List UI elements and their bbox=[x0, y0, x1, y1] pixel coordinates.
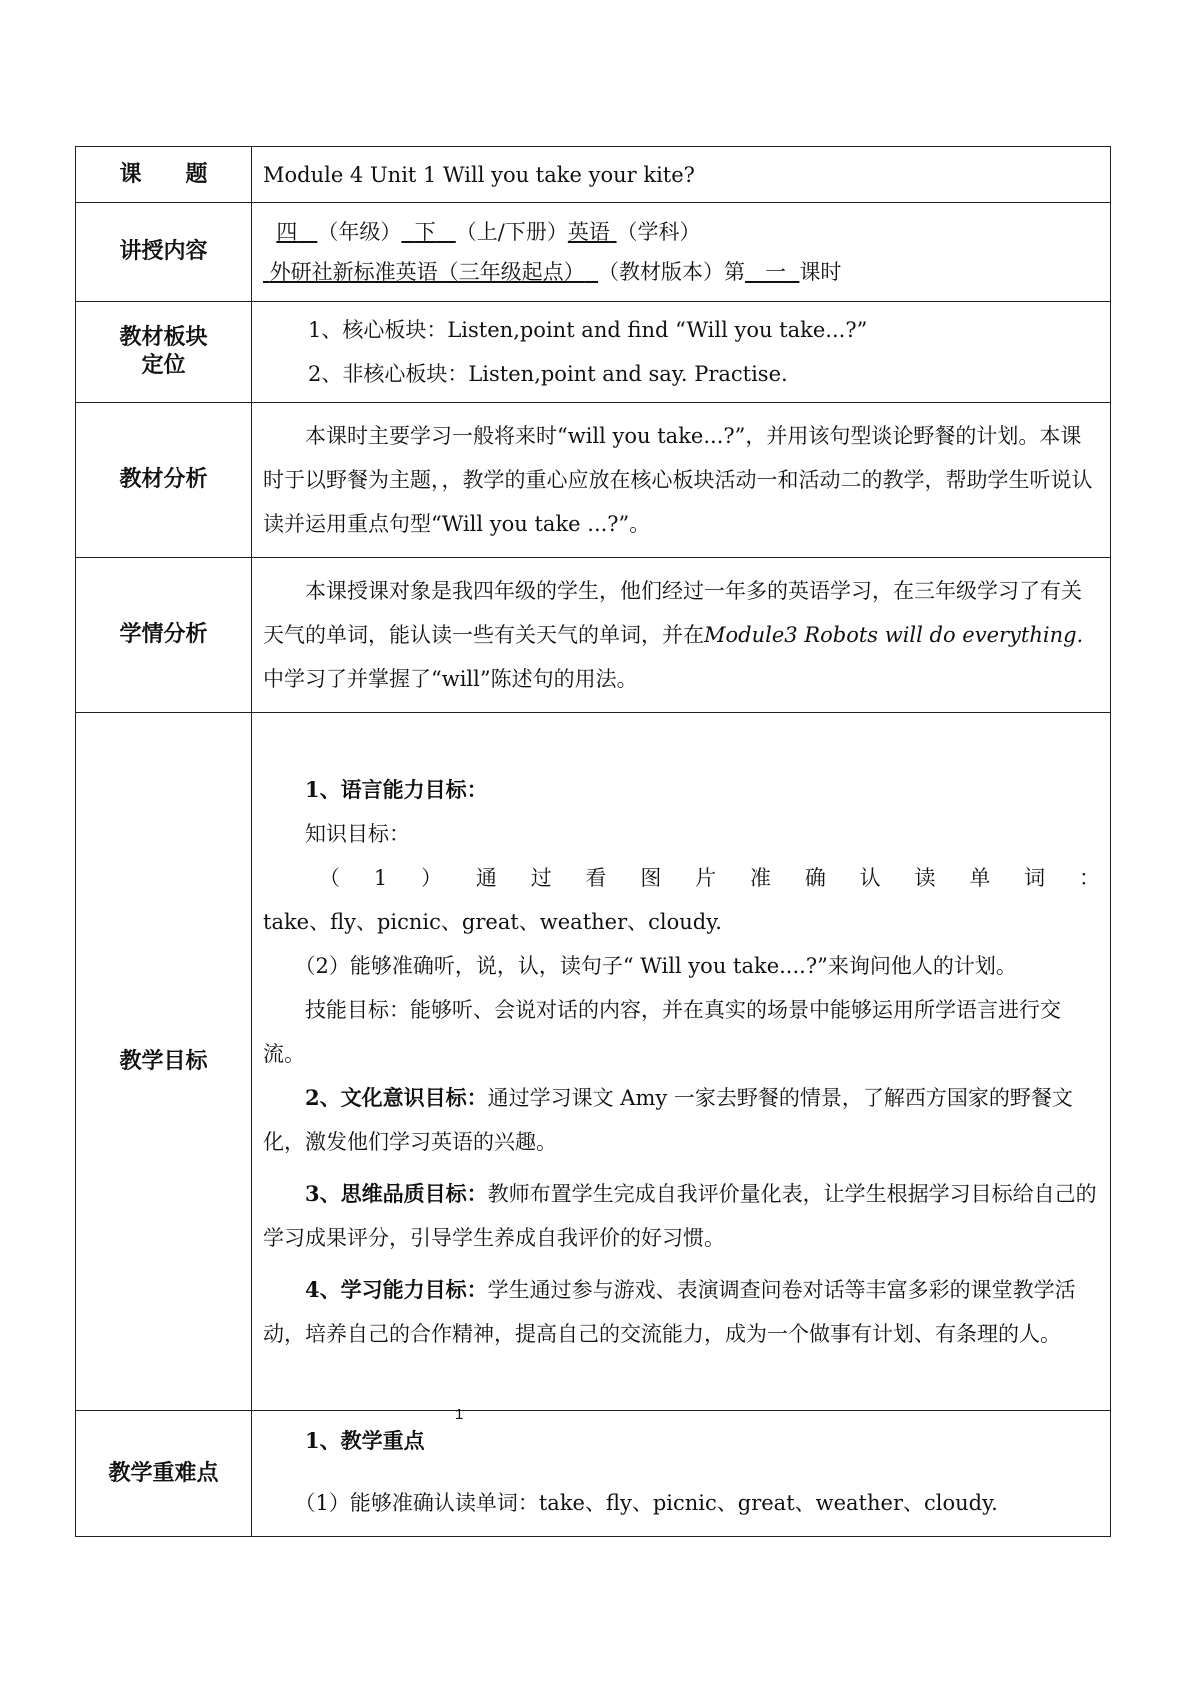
objective-2-heading: 2、文化意识目标： bbox=[305, 1084, 488, 1110]
content-label: 讲授内容 bbox=[76, 203, 252, 302]
objective-3-text: 教师布置学生完成自我评价量化表，让学生根据学习目标给自己的学习成果评分，引导学生养成自我评价的好习惯。 bbox=[263, 1181, 1097, 1250]
knowledge-item-1-line: （ 1 ） 通 过 看 图 片 准 确 认 读 单 词 ： bbox=[319, 865, 1100, 890]
topic-value: Module 4 Unit 1 Will you take your kite? bbox=[252, 147, 1111, 203]
position-label-line-1: 教材板块 bbox=[119, 325, 208, 350]
position-line-1: 1、核心板块：Listen,point and find “Will you take...?” bbox=[308, 318, 868, 342]
keypoints-heading-1: 1、教学重点 bbox=[305, 1428, 425, 1453]
position-label bbox=[76, 302, 252, 403]
students-text-italic: Module3 Robots will do everything. bbox=[704, 623, 1084, 647]
row-topic bbox=[76, 147, 1111, 203]
row-students bbox=[76, 558, 1111, 713]
students-label: 学情分析 bbox=[76, 558, 252, 713]
row-position bbox=[76, 302, 1111, 403]
content-line-2 bbox=[263, 252, 1100, 292]
keypoints-item-1: （1）能够准确认读单词：take、fly、picnic、great、weather、cloudy. bbox=[294, 1491, 998, 1515]
students-text bbox=[252, 558, 1111, 713]
lesson-suffix: 课时 bbox=[799, 260, 842, 284]
row-keypoints bbox=[76, 1411, 1111, 1537]
row-content bbox=[76, 203, 1111, 302]
students-text-a: 本课授课对象是我四年级的学生，他们经过一年多的英语学习，在三年级学习了有关天气的单词，能认读一些有关天气的单词，并在 bbox=[263, 579, 1082, 647]
volume-value: 下 bbox=[414, 220, 436, 244]
position-line-2: 2、非核心板块：Listen,point and say. Practise. bbox=[308, 362, 788, 386]
grade-value: 四 bbox=[276, 220, 298, 244]
textbook-value: 外研社新标准英语（三年级起点） bbox=[269, 260, 585, 284]
skills-objective: 技能目标：能够听、会说对话的内容，并在真实的场景中能够运用所学语言进行交流。 bbox=[263, 997, 1061, 1066]
row-analysis bbox=[76, 403, 1111, 558]
students-text-b: 中学习了并掌握了“will”陈述句的用法。 bbox=[263, 667, 638, 691]
analysis-text: 本课时主要学习一般将来时“will you take...?”，并用该句型谈论野餐的计划。本课时于以野餐为主题，，教学的重心应放在核心板块活动一和活动二的教学，帮助学生听说认读并运用重点句型“Will you take ...?”。 bbox=[252, 403, 1111, 558]
position-label-line-2: 定位 bbox=[141, 353, 186, 378]
lesson-plan-table bbox=[75, 146, 1111, 1537]
objective-4-heading: 4、学习能力目标： bbox=[305, 1276, 488, 1302]
analysis-label: 教材分析 bbox=[76, 403, 252, 558]
knowledge-heading: 知识目标： bbox=[305, 821, 410, 846]
knowledge-item-1-words: take、fly、picnic、great、weather、cloudy. bbox=[263, 909, 722, 934]
objective-4 bbox=[263, 1268, 1100, 1356]
textbook-suffix: （教材版本）第 bbox=[598, 260, 746, 284]
lesson-number: 一 bbox=[765, 260, 787, 284]
content-line-1 bbox=[263, 212, 1100, 252]
objectives-text bbox=[252, 713, 1111, 1411]
objectives-label: 教学目标 bbox=[76, 713, 252, 1411]
objective-4-text: 学生通过参与游戏、表演调查问卷对话等丰富多彩的课堂教学活动，培养自己的合作精神，提高自己的交流能力，成为一个做事有计划、有条理的人。 bbox=[263, 1277, 1076, 1346]
knowledge-item-2: （2）能够准确听，说，认，读句子“ Will you take....?”来询问他人的计划。 bbox=[294, 953, 1017, 978]
row-objectives bbox=[76, 713, 1111, 1411]
objective-3-heading: 3、思维品质目标： bbox=[305, 1180, 488, 1206]
position-value bbox=[252, 302, 1111, 403]
subject-suffix: （学科） bbox=[616, 220, 701, 244]
topic-label: 课 题 bbox=[76, 147, 252, 203]
keypoints-text bbox=[252, 1411, 1111, 1537]
page-number: 1 bbox=[455, 1406, 464, 1423]
subject-value: 英语 bbox=[567, 220, 610, 244]
keypoints-label: 教学重难点 bbox=[76, 1411, 252, 1537]
content-value bbox=[252, 203, 1111, 302]
objective-2 bbox=[263, 1076, 1100, 1164]
objective-3 bbox=[263, 1172, 1100, 1260]
objective-2-text: 通过学习课文 Amy 一家去野餐的情景，了解西方国家的野餐文化，激发他们学习英语的兴趣。 bbox=[263, 1085, 1073, 1154]
volume-suffix: （上/下册） bbox=[455, 220, 568, 244]
grade-suffix: （年级） bbox=[317, 220, 402, 244]
objective-1-heading: 1、语言能力目标： bbox=[305, 776, 488, 802]
